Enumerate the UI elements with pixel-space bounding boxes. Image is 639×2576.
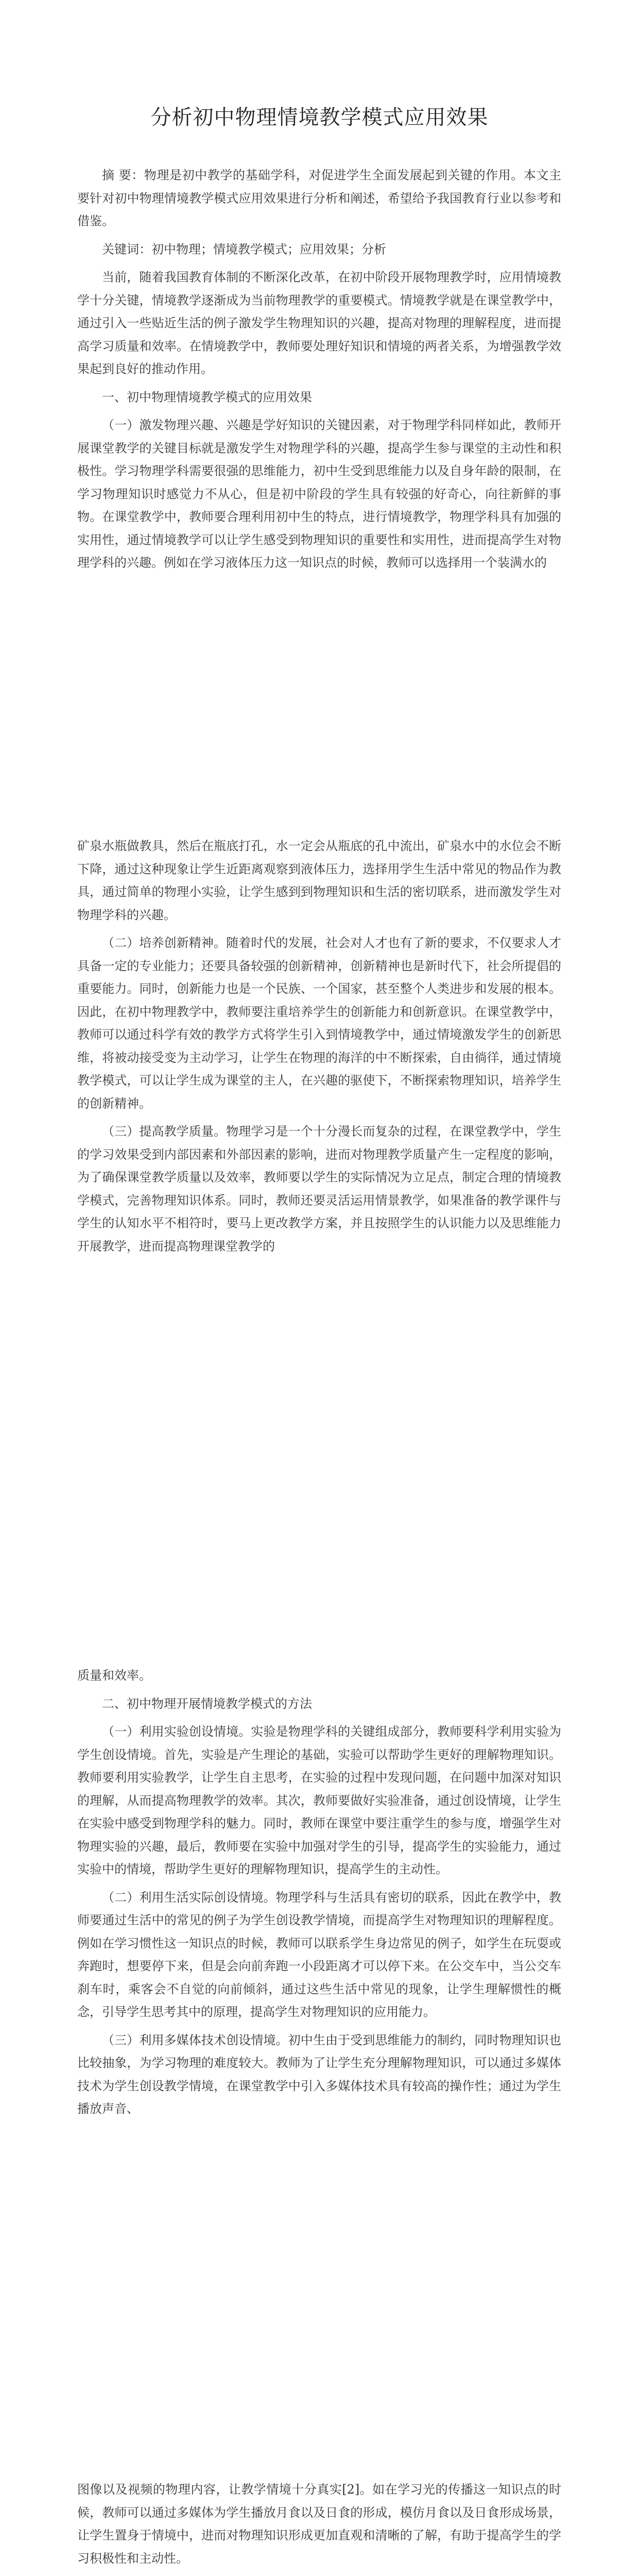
block-front-matter — [77, 164, 561, 580]
section2-heading: 二、初中物理开展情境教学模式的方法 — [102, 1696, 312, 1711]
section1-para3-continued: 质量和效率。 — [77, 1668, 151, 1683]
block-section1-continued — [77, 835, 561, 1263]
block-conclusion — [77, 2478, 561, 2576]
page-title: 分析初中物理情境教学模式应用效果 — [150, 106, 489, 129]
section2-para1: （一）利用实验创设情境。实验是物理学科的关键组成部分，教师要科学利用实验为学生创设情境。首先，实验是产生理论的基础，实验可以帮助学生更好的理解物理知识。教师要利用实验教学，让学生自主思考，在实验的过程中发现问题，在问题中加深对知识的理解，从而提高物理教学的效率。其次，教师要做好实验准备，通过创设情境，让学生在实验中感受到物理学科的魅力。同时，教师在课堂中要注重学生的参与度，增强学生对物理实验的兴趣，最后，教师要在实验中加强对学生的引导，提高学生的实验能力，通过实验中的情境，帮助学生更好的理解物理知识，提高学生的主动性。 — [77, 1724, 561, 1876]
intro-paragraph: 当前，随着我国教育体制的不断深化改革，在初中阶段开展物理教学时，应用情境教学十分关键，情境教学逐渐成为当前物理教学的重要模式。情境教学就是在课堂教学中，通过引入一些贴近生活的例子激发学生物理知识的兴趣，提高对物理的理解程度，进而提高学习质量和效率。在情境教学中，教师要处理好知识和情境的两者关系，为增强教学效果起到良好的推动作用。 — [77, 270, 561, 376]
abstract: 摘 要：物理是初中教学的基础学科，对促进学生全面发展起到关键的作用。本文主要针对初中物理情境教学模式应用效果进行分析和阐述，希望给予我国教育行业以参考和借鉴。 — [77, 168, 561, 228]
section2-para3-continued: 图像以及视频的物理内容，让教学情境十分真实[2]。如在学习光的传播这一知识点的时候，教师可以通过多媒体为学生播放月食以及日食的形成，模仿月食以及日食形成场景，让学生置身于情境中，进而对物理知识形成更加直观和清晰的了解，有助于提高学生的学习积极性和主动性。 — [77, 2482, 561, 2566]
section1-heading: 一、初中物理情境教学模式的应用效果 — [102, 389, 312, 404]
section1-para1: （一）激发物理兴趣、兴趣是学好知识的关键因素，对于物理学科同样如此，教师开展课堂教学的关键目标就是激发学生对物理学科的兴趣，提高学生参与课堂的主动性和积极性。学习物理学科需要很强的思维能力，初中生受到思维能力以及自身年龄的限制，在学习物理知识时感觉力不从心，但是初中阶段的学生具有较强的好奇心，向往新鲜的事物。在课堂教学中，教师要合理利用初中生的特点，进行情境教学，物理学科具有加强的实用性，通过情境教学可以让学生感受到物理知识的重要性和实用性，进而提高学生对物理学科的兴趣。例如在学习液体压力这一知识点的时候，教师可以选择用一个装满水的 — [77, 418, 561, 570]
section1-para3: （三）提高教学质量。物理学习是一个十分漫长而复杂的过程，在课堂教学中，学生的学习效果受到内部因素和外部因素的影响，进而对物理教学质量产生一定程度的影响，为了确保课堂教学质量以及效率，教师要以学生的实际情况为立足点，制定合理的情境教学模式，完善物理知识体系。同时，教师还要灵活运用情景教学，如果准备的教学课件与学生的认知水平不相符时，要马上更改教学方案，并且按照学生的认识能力以及思维能力开展教学，进而提高物理课堂教学的 — [77, 1124, 561, 1253]
block-section2 — [77, 1664, 561, 2126]
section1-para1-continued: 矿泉水瓶做教具，然后在瓶底打孔，水一定会从瓶底的孔中流出，矿泉水中的水位会不断下降，通过这种现象让学生近距离观察到液体压力，选择用学生生活中常见的物品作为教具，通过简单的物理小实验，让学生感到到物理知识和生活的密切联系，进而激发学生对物理学科的兴趣。 — [77, 839, 561, 922]
keywords: 关键词：初中物理；情境教学模式；应用效果；分析 — [102, 242, 386, 257]
section2-para3: （三）利用多媒体技术创设情境。初中生由于受到思维能力的制约，同时物理知识也比较抽象，为学习物理的难度较大。教师为了让学生充分理解物理知识，可以通过多媒体技术为学生创设教学情境，在课堂教学中引入多媒体技术具有较高的操作性；通过为学生播放声音、 — [77, 2032, 561, 2116]
section2-para2: （二）利用生活实际创设情境。物理学科与生活具有密切的联系，因此在教学中，教师要通过生活中的常见的例子为学生创设教学情境，而提高学生对物理知识的理解程度。例如在学习惯性这一知识点的时候，教师可以联系学生身边常见的例子，如学生在玩耍或奔跑时，想要停下来，但是会向前奔跑一小段距离才可以停下来。在公交车中，当公交车刹车时，乘客会不自觉的向前倾斜，通过这些生活中常见的现象，让学生理解惯性的概念，引导学生思考其中的原理，提高学生对物理知识的应用能力。 — [77, 1890, 561, 2019]
section1-para2: （二）培养创新精神。随着时代的发展，社会对人才也有了新的要求，不仅要求人才具备一定的专业能力；还要具备较强的创新精神，创新精神也是新时代下，社会所提倡的重要能力。同时，创新能力也是一个民族、一个国家，甚至整个人类进步和发展的根本。因此，在初中物理教学中，教师要注重培养学生的创新能力和创新意识。在课堂教学中，教师可以通过科学有效的教学方式将学生引入到情境教学中，通过情境激发学生的创新思维，将被动接受变为主动学习，让学生在物理的海洋的中不断探索，自由徜徉，通过情境教学模式，可以让学生成为课堂的主人，在兴趣的驱使下，不断探索物理知识，培养学生的创新精神。 — [77, 936, 561, 1111]
